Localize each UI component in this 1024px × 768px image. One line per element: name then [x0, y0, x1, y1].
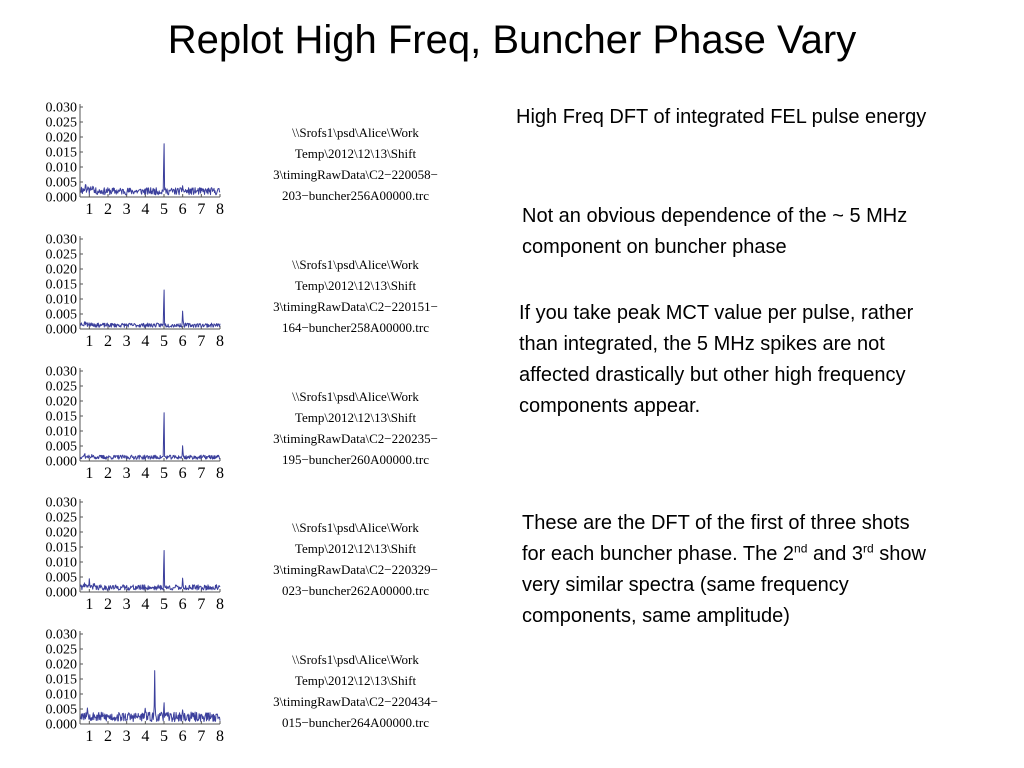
- caption-line: 023−buncher262A00000.trc: [281, 583, 430, 598]
- x-tick-label: 4: [141, 465, 150, 482]
- x-tick-label: 3: [122, 596, 131, 613]
- caption-line: 3\timingRawData\C2−220058−: [273, 167, 438, 182]
- y-tick-label: 0.025: [45, 510, 77, 526]
- note-text: show very similar spectra (same frequency components, same amplitude): [522, 543, 926, 627]
- y-tick-label: 0.015: [45, 277, 77, 293]
- y-tick-label: 0.010: [45, 160, 77, 176]
- x-tick-label: 4: [141, 728, 150, 745]
- dft-plot-buncher260: [28, 364, 448, 486]
- y-tick-label: 0.000: [45, 322, 77, 338]
- x-tick-label: 5: [160, 333, 168, 350]
- y-tick-label: 0.030: [45, 627, 77, 643]
- note-first-of-three: [522, 508, 937, 632]
- x-tick-label: 8: [216, 201, 224, 218]
- x-tick-label: 6: [178, 333, 187, 350]
- y-tick-label: 0.020: [45, 394, 77, 410]
- caption-line: 3\timingRawData\C2−220434−: [273, 694, 438, 709]
- x-tick-label: 1: [85, 596, 94, 613]
- caption-line: Temp\2012\12\13\Shift: [294, 146, 417, 161]
- x-tick-label: 4: [141, 333, 150, 350]
- caption-line: Temp\2012\12\13\Shift: [294, 410, 417, 425]
- caption-line: \\Srofs1\psd\Alice\Work: [292, 257, 419, 272]
- dft-plot-buncher264: [28, 627, 448, 749]
- y-tick-label: 0.005: [45, 175, 77, 191]
- spectrum-trace: [80, 551, 220, 591]
- x-tick-label: 8: [216, 333, 224, 350]
- note-text: and 3: [807, 543, 864, 565]
- y-tick-label: 0.015: [45, 540, 77, 556]
- caption-line: 015−buncher264A00000.trc: [281, 715, 430, 730]
- x-tick-label: 5: [160, 728, 168, 745]
- caption-line: Temp\2012\12\13\Shift: [294, 541, 417, 556]
- x-tick-label: 8: [216, 465, 224, 482]
- file-path-caption: [263, 254, 448, 338]
- dft-plot-buncher262: [28, 495, 448, 617]
- y-tick-label: 0.015: [45, 409, 77, 425]
- x-tick-label: 4: [141, 596, 150, 613]
- caption-line: \\Srofs1\psd\Alice\Work: [292, 520, 419, 535]
- x-tick-label: 8: [216, 596, 224, 613]
- spectrum-trace: [80, 413, 220, 460]
- file-path-caption: [263, 386, 448, 470]
- y-tick-label: 0.020: [45, 657, 77, 673]
- x-tick-label: 3: [122, 333, 131, 350]
- superscript-nd: nd: [794, 541, 808, 556]
- x-tick-label: 3: [122, 465, 131, 482]
- file-path-caption: [263, 649, 448, 733]
- x-tick-label: 1: [85, 201, 94, 218]
- y-tick-label: 0.025: [45, 247, 77, 263]
- x-tick-label: 1: [85, 728, 94, 745]
- x-tick-label: 3: [122, 728, 131, 745]
- caption-line: \\Srofs1\psd\Alice\Work: [292, 652, 419, 667]
- caption-line: \\Srofs1\psd\Alice\Work: [292, 125, 419, 140]
- spectrum-trace: [80, 671, 220, 722]
- y-tick-label: 0.005: [45, 307, 77, 323]
- caption-line: 164−buncher258A00000.trc: [281, 320, 430, 335]
- caption-line: 3\timingRawData\C2−220151−: [273, 299, 438, 314]
- y-tick-label: 0.005: [45, 570, 77, 586]
- caption-line: 3\timingRawData\C2−220329−: [273, 562, 438, 577]
- x-tick-label: 3: [122, 201, 131, 218]
- x-tick-label: 6: [178, 465, 187, 482]
- x-tick-label: 6: [178, 201, 187, 218]
- y-tick-label: 0.030: [45, 364, 77, 380]
- x-tick-label: 4: [141, 201, 150, 218]
- x-tick-label: 2: [104, 201, 112, 218]
- y-tick-label: 0.025: [45, 642, 77, 658]
- note-no-dependence: Not an obvious dependence of the ~ 5 MHz component on buncher phase: [522, 205, 908, 258]
- x-tick-label: 1: [85, 333, 94, 350]
- x-tick-label: 8: [216, 728, 224, 745]
- x-tick-label: 5: [160, 201, 168, 218]
- file-path-caption: [263, 517, 448, 601]
- y-tick-label: 0.010: [45, 555, 77, 571]
- y-tick-label: 0.015: [45, 145, 77, 161]
- x-tick-label: 2: [104, 728, 112, 745]
- x-tick-label: 2: [104, 465, 112, 482]
- x-tick-label: 6: [178, 596, 187, 613]
- y-tick-label: 0.020: [45, 525, 77, 541]
- y-tick-label: 0.000: [45, 585, 77, 601]
- note-text: These are the DFT of the first of three shots for each buncher phase. The 2: [522, 512, 910, 565]
- x-tick-label: 7: [197, 465, 206, 482]
- x-tick-label: 5: [160, 596, 168, 613]
- note-high-freq-dft: High Freq DFT of integrated FEL pulse energy: [516, 106, 927, 128]
- x-tick-label: 7: [197, 596, 206, 613]
- y-tick-label: 0.000: [45, 717, 77, 733]
- caption-line: 195−buncher260A00000.trc: [281, 452, 430, 467]
- y-tick-label: 0.030: [45, 232, 77, 248]
- spectrum-trace: [80, 290, 220, 327]
- y-tick-label: 0.030: [45, 495, 77, 511]
- x-tick-label: 1: [85, 465, 94, 482]
- slide-title: Replot High Freq, Buncher Phase Vary: [167, 18, 857, 62]
- superscript-rd: rd: [863, 541, 874, 556]
- caption-line: \\Srofs1\psd\Alice\Work: [292, 389, 419, 404]
- y-tick-label: 0.025: [45, 379, 77, 395]
- y-tick-label: 0.010: [45, 424, 77, 440]
- x-tick-label: 2: [104, 596, 112, 613]
- y-tick-label: 0.010: [45, 292, 77, 308]
- x-tick-label: 2: [104, 333, 112, 350]
- dft-plot-buncher258: [28, 232, 448, 354]
- dft-plot-buncher256: [28, 100, 448, 222]
- x-tick-label: 6: [178, 728, 187, 745]
- caption-line: Temp\2012\12\13\Shift: [294, 278, 417, 293]
- y-tick-label: 0.020: [45, 262, 77, 278]
- y-tick-label: 0.005: [45, 439, 77, 455]
- y-tick-label: 0.005: [45, 702, 77, 718]
- x-tick-label: 7: [197, 333, 206, 350]
- y-tick-label: 0.010: [45, 687, 77, 703]
- y-tick-label: 0.030: [45, 100, 77, 116]
- x-tick-label: 7: [197, 201, 206, 218]
- y-tick-label: 0.020: [45, 130, 77, 146]
- note-peak-mct: If you take peak MCT value per pulse, rather than integrated, the 5 MHz spikes are not affected drastically but other high frequency components appear.: [519, 302, 914, 417]
- caption-line: 203−buncher256A00000.trc: [281, 188, 430, 203]
- x-tick-label: 5: [160, 465, 168, 482]
- file-path-caption: [263, 122, 448, 206]
- x-tick-label: 7: [197, 728, 206, 745]
- caption-line: 3\timingRawData\C2−220235−: [273, 431, 438, 446]
- caption-line: Temp\2012\12\13\Shift: [294, 673, 417, 688]
- y-tick-label: 0.015: [45, 672, 77, 688]
- y-tick-label: 0.025: [45, 115, 77, 131]
- spectrum-trace: [80, 144, 220, 195]
- y-tick-label: 0.000: [45, 190, 77, 206]
- y-tick-label: 0.000: [45, 454, 77, 470]
